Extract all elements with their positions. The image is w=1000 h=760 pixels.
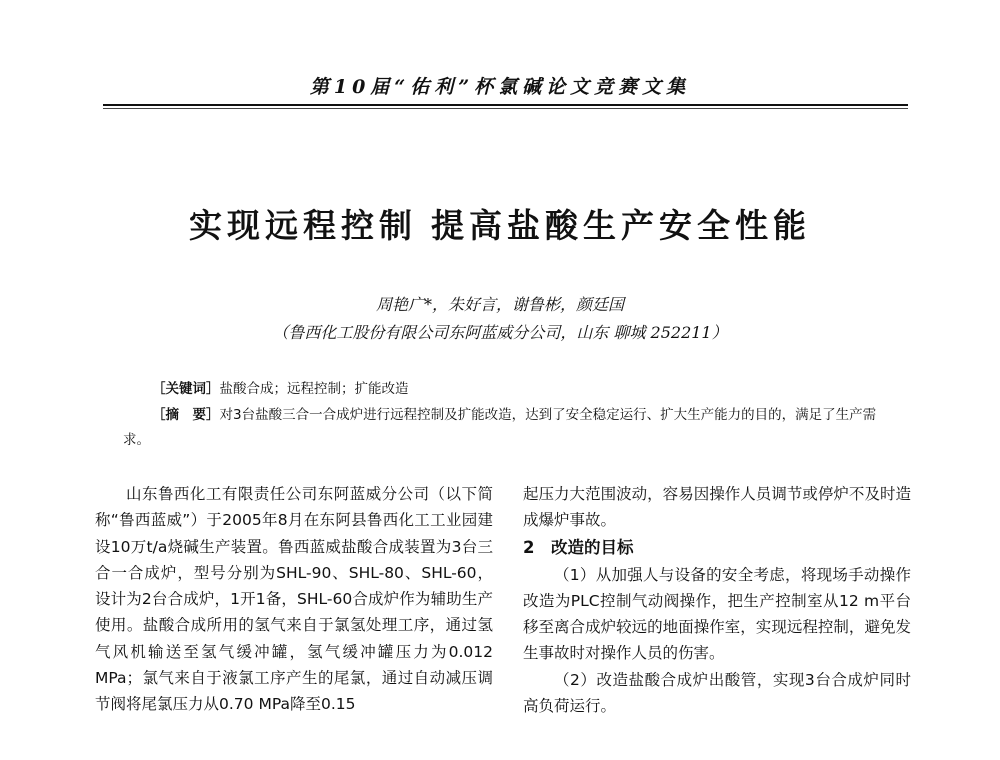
goal-item-2: （2）改造盐酸合成炉出酸管，实现3台合成炉同时高负荷运行。	[523, 670, 911, 716]
abstract-block	[123, 403, 903, 453]
abstract-label: ［摘 要］	[152, 407, 220, 423]
title-part-1: 实现远程控制	[189, 206, 417, 245]
body-column-left	[95, 481, 493, 718]
authors-line: 周艳广*，朱好言，谢鲁彬，颜廷国	[375, 295, 624, 314]
section-number: 2	[523, 537, 535, 557]
body-column-right	[523, 481, 911, 719]
section-heading	[523, 534, 911, 562]
keywords-text: 盐酸合成；远程控制；扩能改造	[219, 381, 409, 397]
intro-paragraph: 山东鲁西化工有限责任公司东阿蓝威分公司（以下简称“鲁西蓝威”）于2005年8月在东阿县鲁西化工工业园建设10万t/a烧碱生产装置。鲁西蓝威盐酸合成装置为3台三合一合成炉，型号分别为SHL-90、SHL-80、SHL-60，设计为2台合成炉，1开1备，SHL-60合成炉作为辅助生产使用。盐酸合成所用的氢气来自于氯氢处理工序，通过氢气风机输送至氢气缓冲罐，氢气缓冲罐压力为0.012 MPa；氯气来自于液氯工序产生的尾氯，通过自动减压调节阀将尾氯压力从0.70 MPa降至0.15	[95, 485, 493, 714]
article-title	[0, 200, 1000, 247]
affiliation-line: （鲁西化工股份有限公司东阿蓝威分公司，山东 聊城 252211）	[272, 323, 728, 342]
running-header: 第10届“佑利”杯氯碱论文竞赛文集	[309, 76, 691, 98]
abstract-text: 对3台盐酸三合一合成炉进行远程控制及扩能改造，达到了安全稳定运行、扩大生产能力的目的，满足了生产需求。	[123, 407, 877, 448]
goal-item-1: （1）从加强人与设备的安全考虑，将现场手动操作改造为PLC控制气动阀操作，把生产控制室从12 m平台移至离合成炉较远的地面操作室，实现远程控制，避免发生事故时对操作人员的伤害。	[523, 565, 911, 663]
keywords-block	[152, 377, 912, 397]
header-rule-thin	[103, 108, 908, 109]
header-rule-thick	[103, 104, 908, 106]
title-part-2: 提高盐酸生产安全性能	[431, 206, 811, 245]
keywords-label: ［关键词］	[152, 381, 220, 397]
section-title: 改造的目标	[551, 537, 634, 557]
continuation-paragraph: 起压力大范围波动，容易因操作人员调节或停炉不及时造成爆炉事故。	[523, 485, 911, 530]
